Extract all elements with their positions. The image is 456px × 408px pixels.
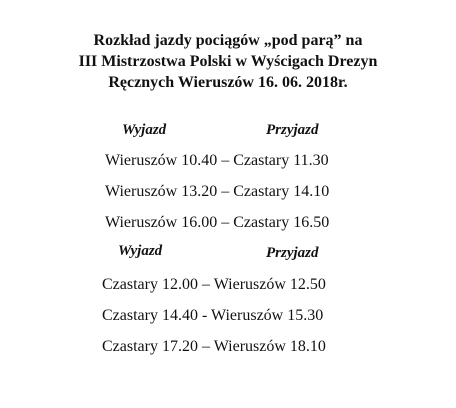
section1-row-1: Wieruszów 10.40 – Czastary 11.30	[105, 152, 329, 169]
title-line-1: Rozkład jazdy pociągów „pod parą” na	[93, 32, 363, 49]
title-line-3: Ręcznych Wieruszów 16. 06. 2018r.	[108, 74, 348, 91]
section1-row-2: Wieruszów 13.20 – Czastary 14.10	[105, 183, 330, 200]
section1-departure-header: Wyjazd	[122, 122, 167, 138]
section1-arrival-header: Przyjazd	[266, 122, 319, 138]
section2-row-2: Czastary 14.40 - Wieruszów 15.30	[102, 307, 324, 324]
section2-row-1: Czastary 12.00 – Wieruszów 12.50	[102, 276, 326, 293]
section2-arrival-header: Przyjazd	[266, 245, 319, 261]
section2-row-3: Czastary 17.20 – Wieruszów 18.10	[102, 338, 326, 355]
title-line-2: III Mistrzostwa Polski w Wyścigach Drezyn	[78, 53, 378, 70]
document-title	[0, 30, 456, 93]
section2-departure-header: Wyjazd	[118, 243, 163, 259]
section1-row-3: Wieruszów 16.00 – Czastary 16.50	[105, 214, 330, 231]
